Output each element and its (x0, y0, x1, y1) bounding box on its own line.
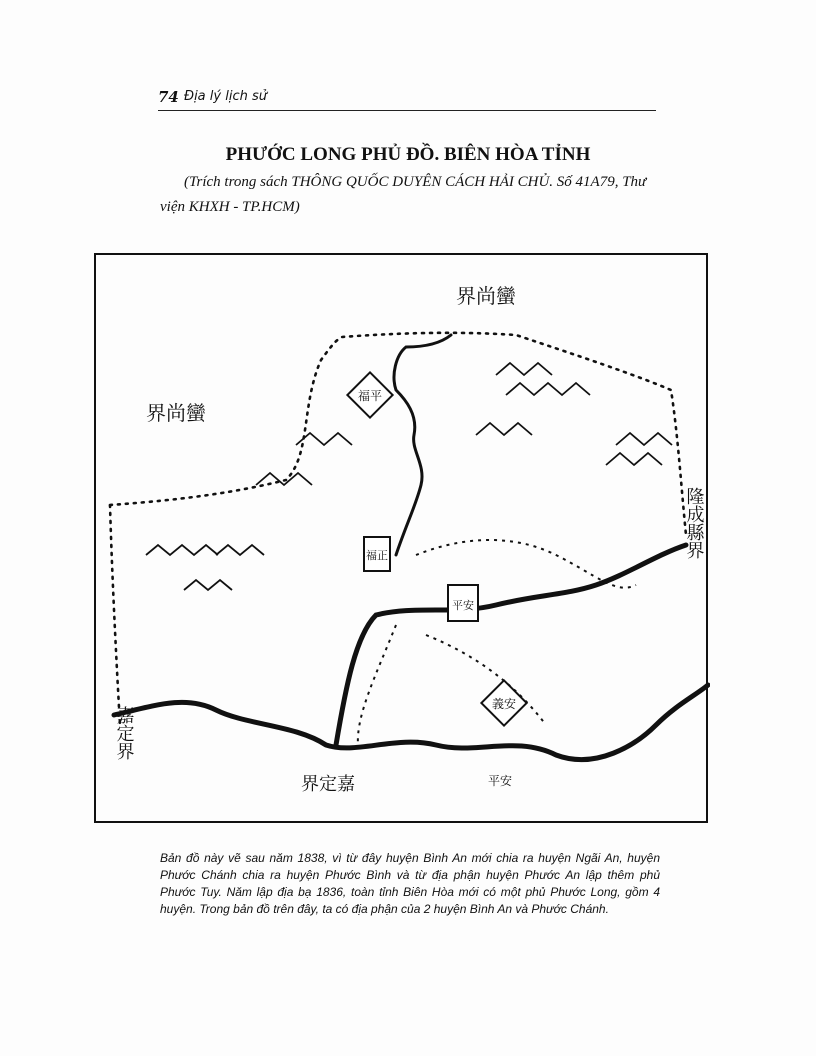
center-label: 平安 (452, 599, 474, 612)
diamond-top-label: 福平 (357, 389, 383, 403)
map-caption: Bản đồ này vẽ sau năm 1838, vì từ đây huyện Bình An mới chia ra huyện Ngãi An, huyện Phước Chánh chia ra huyện Phước Bình và từ địa phận huyện Phước An lập thêm phủ Phước Tuy. Năm lập địa bạ 1836, toàn tỉnh Biên Hòa mới có một phủ Phước Long, gồm 4 huyện. Trong bản đồ trên đây, ta có địa phận của 2 huyện Bình An và Phước Chánh. (160, 851, 660, 916)
mountain-ranges (146, 363, 672, 590)
page-header (158, 84, 656, 111)
map-drawing (96, 255, 710, 825)
left-bottom-border-label: 嘉定界 (113, 706, 135, 760)
page-number: 74 (158, 88, 179, 106)
prefecture-label: 福正 (366, 549, 388, 562)
prefecture-seat (364, 537, 390, 571)
map-title: PHƯỚC LONG PHỦ ĐỒ. BIÊN HÒA TỈNH (225, 144, 591, 165)
bottom-border-label: 界定嘉 (301, 774, 355, 795)
left-border-label: 界尚蠻 (146, 401, 206, 425)
diamond-marker-bottom (481, 680, 526, 725)
historical-map (94, 253, 708, 823)
top-border-label: 界尚蠻 (456, 284, 516, 308)
running-title: Địa lý lịch sử (184, 89, 267, 104)
main-river (114, 545, 708, 760)
diamond-bottom-label: 義安 (491, 697, 517, 711)
source-note: (Trích trong sách THÔNG QUỐC DUYÊN CÁCH HẢI CHỦ. Số 41A79, Thư viện KHXH - TP.HCM) (160, 174, 647, 215)
bottom-town-label: 平安 (487, 774, 513, 788)
center-citadel (448, 585, 478, 621)
diamond-marker-top (347, 372, 392, 417)
upper-river (394, 335, 451, 555)
right-border-label: 隆成縣界 (683, 487, 705, 559)
